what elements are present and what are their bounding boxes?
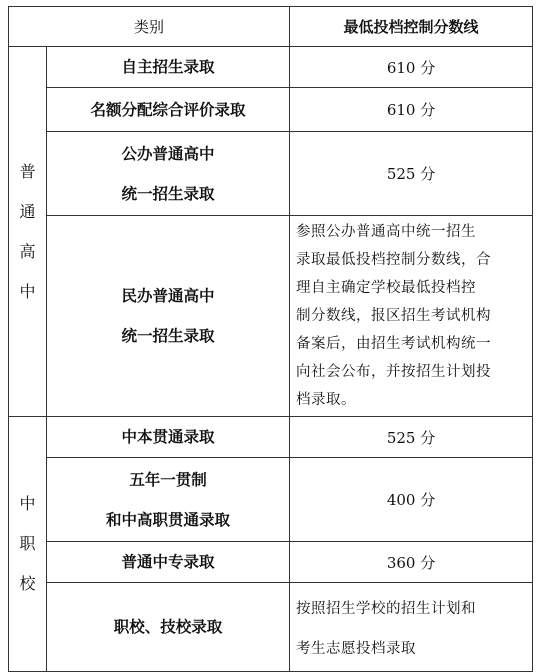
table-row — [9, 88, 533, 132]
table-row — [9, 216, 533, 417]
min-score: 525 分 — [290, 132, 533, 216]
table-row — [9, 458, 533, 542]
admission-score-table — [8, 6, 533, 672]
admission-type: 中本贯通录取 — [47, 417, 290, 458]
admission-type: 职校、技校录取 — [47, 583, 290, 672]
table-row — [9, 132, 533, 216]
group-label-general-high-school: 普 通 高 中 — [9, 47, 47, 417]
score-header: 最低投档控制分数线 — [290, 7, 533, 47]
category-header: 类别 — [9, 7, 290, 47]
table-row — [9, 47, 533, 88]
admission-type: 民办普通高中 统一招生录取 — [47, 216, 290, 417]
admission-type: 五年一贯制 和中高职贯通录取 — [47, 458, 290, 542]
score-note: 参照公办普通高中统一招生 录取最低投档控制分数线，合 理自主确定学校最低投档控 制分数线，报区招生考试机构 备案后，由招生考试机构统一 向社会公布，并按招生计划投 档录取。 — [290, 216, 533, 417]
min-score: 360 分 — [290, 542, 533, 583]
table-row — [9, 583, 533, 672]
min-score: 525 分 — [290, 417, 533, 458]
table-row — [9, 417, 533, 458]
admission-type: 名额分配综合评价录取 — [47, 88, 290, 132]
min-score: 610 分 — [290, 88, 533, 132]
admission-type: 普通中专录取 — [47, 542, 290, 583]
min-score: 610 分 — [290, 47, 533, 88]
table-row — [9, 542, 533, 583]
table-header-row — [9, 7, 533, 47]
admission-type: 自主招生录取 — [47, 47, 290, 88]
min-score: 400 分 — [290, 458, 533, 542]
admission-type: 公办普通高中 统一招生录取 — [47, 132, 290, 216]
score-note: 按照招生学校的招生计划和 考生志愿投档录取 — [290, 583, 533, 672]
group-label-vocational-school: 中 职 校 — [9, 417, 47, 672]
